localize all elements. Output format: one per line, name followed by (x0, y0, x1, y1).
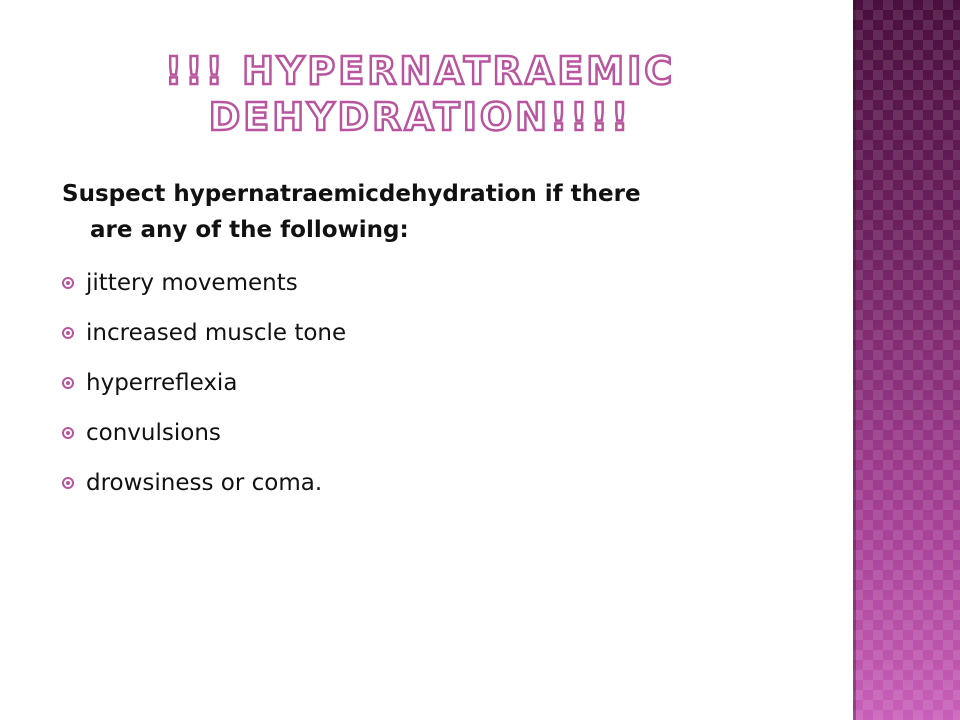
circle-bullet-icon (62, 427, 74, 439)
title-line-2: DEHYDRATION!!!! (208, 95, 632, 139)
title-line-1: !!! HYPERNATRAEMIC (164, 49, 676, 93)
list-item-label: hyperreflexia (86, 370, 238, 396)
intro-line-1: Suspect hypernatraemicdehydration if there (62, 181, 641, 207)
list-item (62, 458, 822, 508)
list-item-label: drowsiness or coma. (86, 470, 323, 496)
circle-bullet-icon (62, 327, 74, 339)
list-item-label: convulsions (86, 420, 221, 446)
intro-text (62, 176, 822, 248)
list-item (62, 258, 822, 308)
list-item (62, 308, 822, 358)
intro-line-2: are any of the following: (90, 217, 409, 243)
symptom-list (62, 258, 822, 508)
list-item-label: increased muscle tone (86, 320, 347, 346)
slide-title (120, 48, 720, 140)
list-item (62, 408, 822, 458)
circle-bullet-icon (62, 477, 74, 489)
list-item (62, 358, 822, 408)
circle-bullet-icon (62, 277, 74, 289)
circle-bullet-icon (62, 377, 74, 389)
side-band-edge (853, 0, 856, 720)
decorative-side-band (853, 0, 960, 720)
slide-body (62, 176, 822, 508)
list-item-label: jittery movements (86, 270, 298, 296)
